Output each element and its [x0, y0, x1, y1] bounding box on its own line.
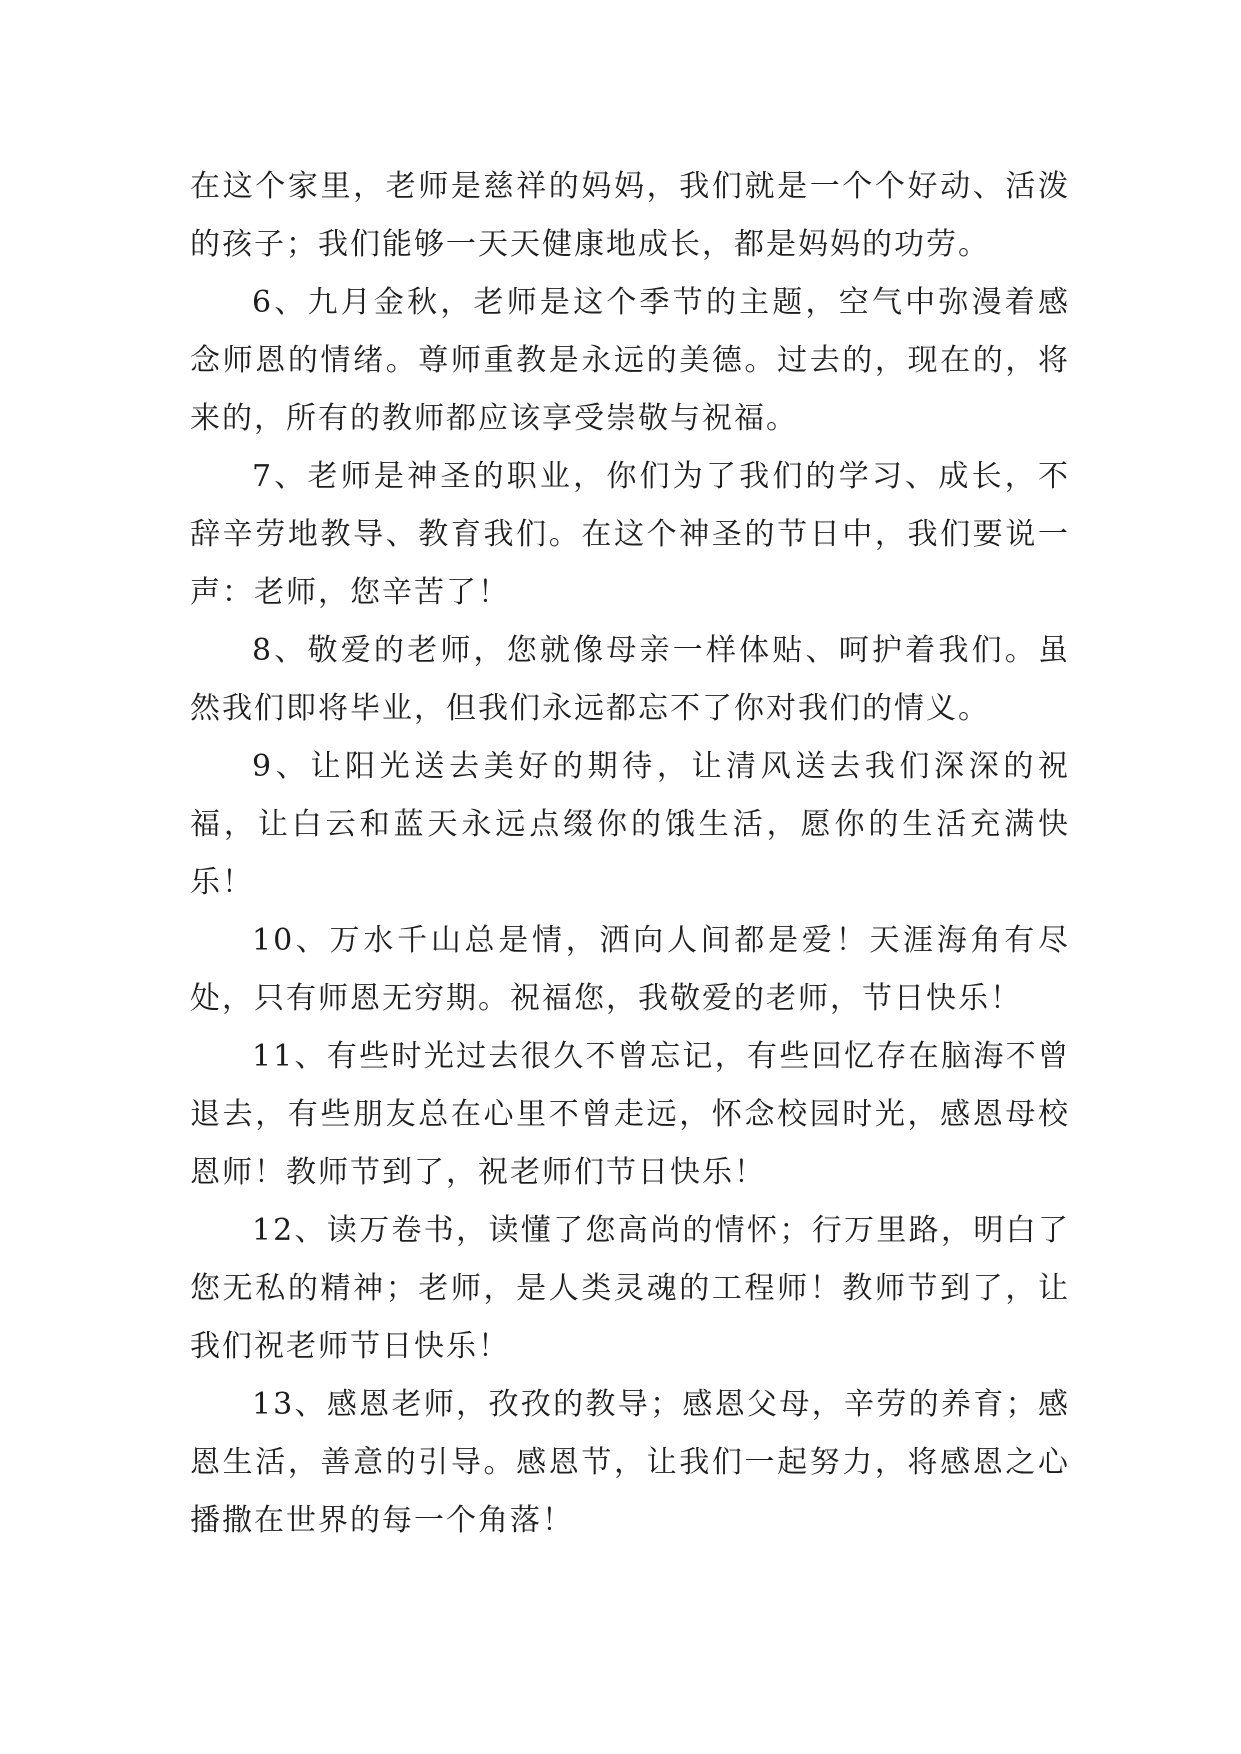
paragraph: 13、感恩老师，孜孜的教导；感恩父母，辛劳的养育；感恩生活，善意的引导。感恩节，让我们一起努力，将感恩之心播撒在世界的每一个角落！	[190, 1387, 1070, 1538]
document-body	[190, 158, 1070, 1550]
paragraph: 10、万水千山总是情，洒向人间都是爱！天涯海角有尽处，只有师恩无穷期。祝福您，我敬爱的老师，节日快乐！	[190, 923, 1070, 1016]
paragraph: 7、老师是神圣的职业，你们为了我们的学习、成长，不辞辛劳地教导、教育我们。在这个神圣的节日中，我们要说一声：老师，您辛苦了！	[190, 459, 1070, 610]
paragraph: 11、有些时光过去很久不曾忘记，有些回忆存在脑海不曾退去，有些朋友总在心里不曾走远，怀念校园时光，感恩母校恩师！教师节到了，祝老师们节日快乐！	[190, 1039, 1070, 1190]
paragraph: 9、让阳光送去美好的期待，让清风送去我们深深的祝福，让白云和蓝天永远点缀你的饿生活，愿你的生活充满快乐！	[190, 749, 1070, 900]
paragraph: 在这个家里，老师是慈祥的妈妈，我们就是一个个好动、活泼的孩子；我们能够一天天健康地成长，都是妈妈的功劳。	[190, 169, 1070, 262]
paragraph: 12、读万卷书，读懂了您高尚的情怀；行万里路，明白了您无私的精神；老师，是人类灵魂的工程师！教师节到了，让我们祝老师节日快乐！	[190, 1213, 1070, 1364]
paragraph: 8、敬爱的老师，您就像母亲一样体贴、呵护着我们。虽然我们即将毕业，但我们永远都忘不了你对我们的情义。	[190, 633, 1070, 726]
paragraph: 6、九月金秋，老师是这个季节的主题，空气中弥漫着感念师恩的情绪。尊师重教是永远的美德。过去的，现在的，将来的，所有的教师都应该享受崇敬与祝福。	[190, 285, 1070, 436]
